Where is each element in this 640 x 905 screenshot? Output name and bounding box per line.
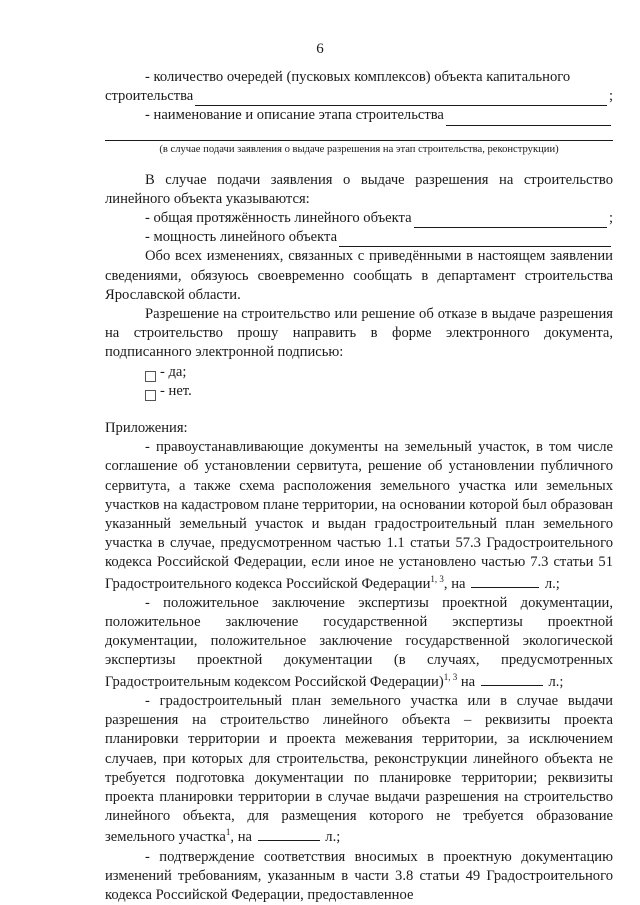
- attachment-2-footnote: 1, 3: [443, 671, 458, 682]
- stage-note: (в случае подачи заявления о выдаче разрешения на этап строительства, реконструкции): [159, 143, 559, 155]
- attachment-3-na: , на: [230, 829, 252, 846]
- page-content: [105, 68, 613, 905]
- attachments-title: Приложения:: [105, 420, 188, 437]
- attachment-2: [105, 594, 613, 692]
- length-line: [105, 209, 613, 228]
- attachment-2-pages-field[interactable]: [481, 671, 543, 686]
- option-no[interactable]: [105, 382, 613, 401]
- attachment-3-end: л.;: [325, 829, 341, 846]
- attachment-1: [105, 438, 613, 594]
- attachment-2-na: на: [457, 673, 476, 690]
- attachment-2-end: л.;: [548, 673, 564, 690]
- page-number: 6: [316, 41, 324, 57]
- power-field[interactable]: [339, 232, 611, 247]
- option-yes-label: - да;: [160, 363, 187, 380]
- option-yes[interactable]: [105, 363, 613, 382]
- length-end: ;: [608, 210, 613, 227]
- queues-field[interactable]: [195, 91, 607, 106]
- attachment-3-footnote: 1: [225, 827, 231, 838]
- attachment-4: - подтверждение соответствия вносимых в проектную документацию изменений требованиям, указанным в части 3.8 статьи 49 Градостроительного кодекса Российской Федерации, предоставленное: [105, 848, 613, 903]
- attachment-1-pages-field[interactable]: [471, 573, 539, 588]
- length-field[interactable]: [414, 213, 607, 228]
- power-line: [105, 228, 613, 247]
- queues-line: [105, 87, 613, 106]
- stage-field[interactable]: [446, 111, 611, 126]
- power-label: - мощность линейного объекта: [145, 229, 338, 246]
- queues-end: ;: [608, 88, 613, 105]
- attachment-1-na: , на: [443, 575, 466, 592]
- attachment-2-text: - положительное заключение экспертизы проектной документации, положительное заключение государственной экспертизы проектной документации, положительное заключение государственной экологической экспертизы проектной документации (в случаях, предусмотренных Градостроительным кодексом Российской Федерации): [105, 594, 613, 690]
- queues-label: - количество очередей (пусковых комплексов) объекта капитального: [145, 69, 571, 85]
- attachment-3-text: - градостроительный план земельного участка или в случае выдачи разрешения на строительство линейного объекта – реквизиты проекта планировки территории и проекта межевания территории, за исключением случаев, при которых для строительства, реконструкции линейного объекта не требуется подготовка документации по планировке территории; реквизиты проекта планировки территории в случае выдачи разрешения на строительство линейного объекта, для размещения которого не требуется образование земельного участка: [105, 692, 613, 846]
- attachment-1-footnote: 1, 3: [430, 573, 444, 584]
- length-label: - общая протяжённость линейного объекта: [145, 210, 412, 227]
- attachment-3: [105, 692, 613, 848]
- stage-line: [105, 106, 613, 125]
- checkbox-no[interactable]: [145, 390, 156, 401]
- attachment-1-text: - правоустанавливающие документы на земельный участок, в том числе соглашение об установлении сервитута, решение об установлении публичного сервитута, а также схема расположения земельного участка или земельных участков на кадастровом плане территории, на основании которой был образован указанный земельный участок и выдан градостроительный план земельного участка в случае, предусмотренном частью 1.1 статьи 57.3 Градостроительного кодекса Российской Федерации, если иное не установлено частью 7.3 статьи 51 Градостроительного кодекса Российской Федерации: [105, 439, 613, 592]
- stage-label: - наименование и описание этапа строительства: [145, 107, 444, 124]
- option-no-label: - нет.: [160, 382, 192, 399]
- queues-label-cont: строительства: [105, 88, 194, 105]
- attachment-1-end: л.;: [544, 575, 560, 592]
- permit-paragraph: Разрешение на строительство или решение об отказе в выдаче разрешения на строительство прошу направить в форме электронного документа, подписанного электронной подписью:: [105, 306, 613, 361]
- stage-field-continued[interactable]: [105, 126, 613, 141]
- changes-paragraph: Обо всех изменениях, связанных с приведёнными в настоящем заявлении сведениями, обязуюсь своевременно сообщать в департамент строительства Ярославской области.: [105, 248, 613, 303]
- checkbox-yes[interactable]: [145, 371, 156, 382]
- attachment-3-pages-field[interactable]: [258, 826, 320, 841]
- linear-object-paragraph: В случае подачи заявления о выдаче разрешения на строительство линейного объекта указываются:: [105, 171, 613, 207]
